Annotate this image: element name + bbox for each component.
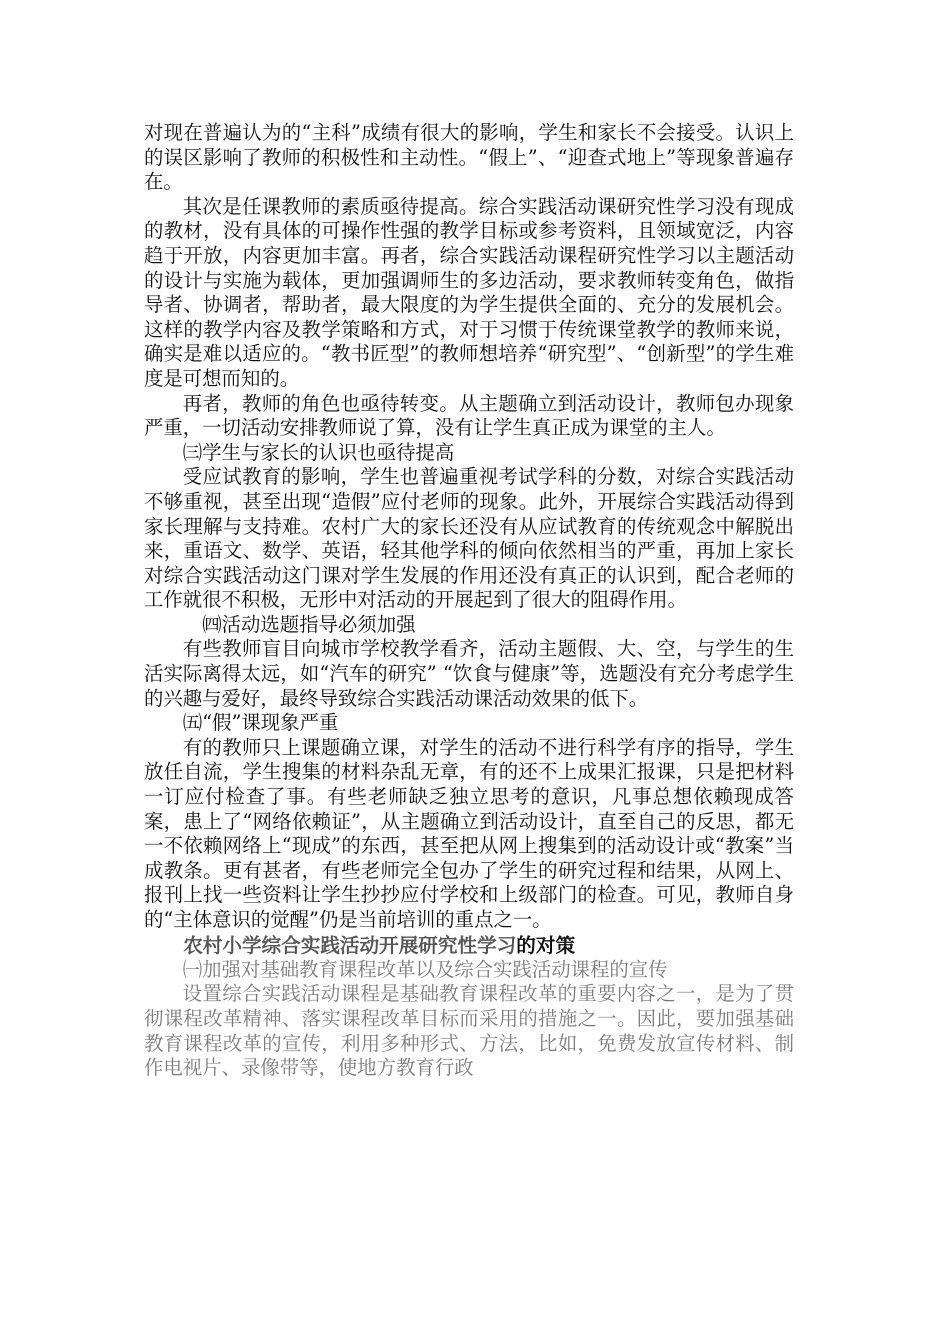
paragraph-continued: 对现在普遍认为的“主科”成绩有很大的影响，学生和家长不会接受。认识上的误区影响了教师的积极性和主动性。“假上”、“迎查式地上”等现象普遍存在。	[144, 121, 794, 194]
paragraph-fake-class: 有的教师只上课题确立课，对学生的活动不进行科学有序的指导，学生放任自流，学生搜集的材料杂乱无章，有的还不上成果汇报课，只是把材料一订应付检查了事。有些老师缺乏独立思考的意识，凡事总想依赖现成答案，患上了“网络依赖证”，从主题确立到活动设计，直至自己的反思，都无一不依赖网络上“现成”的东西，甚至把从网上搜集到的活动设计或“教案”当成教条。更有甚者，有些老师完全包办了学生的研究过程和结果，从网上、报刊上找一些资料让学生抄抄应付学校和上级部门的检查。可见，教师自身的“主体意识的觉醒”仍是当前培训的重点之一。	[144, 735, 794, 931]
section-heading-part-a: 农村小学综合实践活动开展研究性学习	[183, 933, 517, 957]
subheading-5: ㈤“假”课现象严重	[182, 711, 339, 735]
section-heading-part-b: 的对策	[516, 933, 576, 957]
paragraph-topic-selection: 有些教师盲目向城市学校教学看齐，活动主题假、大、空，与学生的生活实际离得太远，如“汽车的研究” “饮食与健康”等，选题没有充分考虑学生的兴趣与爱好，最终导致综合实践活动课活动效果的低下。	[144, 637, 794, 710]
document-body	[144, 121, 794, 1081]
paragraph-promotion: 设置综合实践活动课程是基础教育课程改革的重要内容之一，是为了贯彻课程改革精神、落实课程改革目标而采用的措施之一。因此，要加强基础教育课程改革的宣传，利用多种形式、方法，比如，免费发放宣传材料、制作电视片、录像带等，使地方教育行政	[144, 982, 794, 1080]
paragraph-exam-influence: 受应试教育的影响，学生也普遍重视考试学科的分数，对综合实践活动不够重视，甚至出现“造假”应付老师的现象。此外，开展综合实践活动得到家长理解与支持难。农村广大的家长还没有从应试教育的传统观念中解脱出来，重语文、数学、英语，轻其他学科的倾向依然相当的严重，再加上家长对综合实践活动这门课对学生发展的作用还没有真正的认识到，配合老师的工作就很不积极，无形中对活动的开展起到了很大的阻碍作用。	[144, 465, 794, 612]
subheading-4: ㈣活动选题指导必须加强	[202, 612, 416, 636]
subheading-3: ㈢学生与家长的认识也亟待提高	[182, 440, 455, 464]
paragraph-teacher-quality: 其次是任课教师的素质亟待提高。综合实践活动课研究性学习没有现成的教材，没有具体的可操作性强的教学目标或参考资料，且领域宽泛，内容趋于开放，内容更加丰富。再者，综合实践活动课程研究性学习以主题活动的设计与实施为载体，更加强调师生的多边活动，要求教师转变角色，做指导者、协调者，帮助者，最大限度的为学生提供全面的、充分的发展机会。这样的教学内容及教学策略和方式，对于习惯于传统课堂教学的教师来说，确实是难以适应的。“教书匠型”的教师想培养“研究型”、“创新型”的学生难度是可想而知的。	[144, 194, 794, 390]
paragraph-teacher-role: 再者，教师的角色也亟待转变。从主题确立到活动设计，教师包办现象严重，一切活动安排教师说了算，没有让学生真正成为课堂的主人。	[144, 391, 794, 440]
subheading-1: ㈠加强对基础教育课程改革以及综合实践活动课程的宣传	[182, 957, 668, 981]
section-heading	[144, 933, 794, 958]
